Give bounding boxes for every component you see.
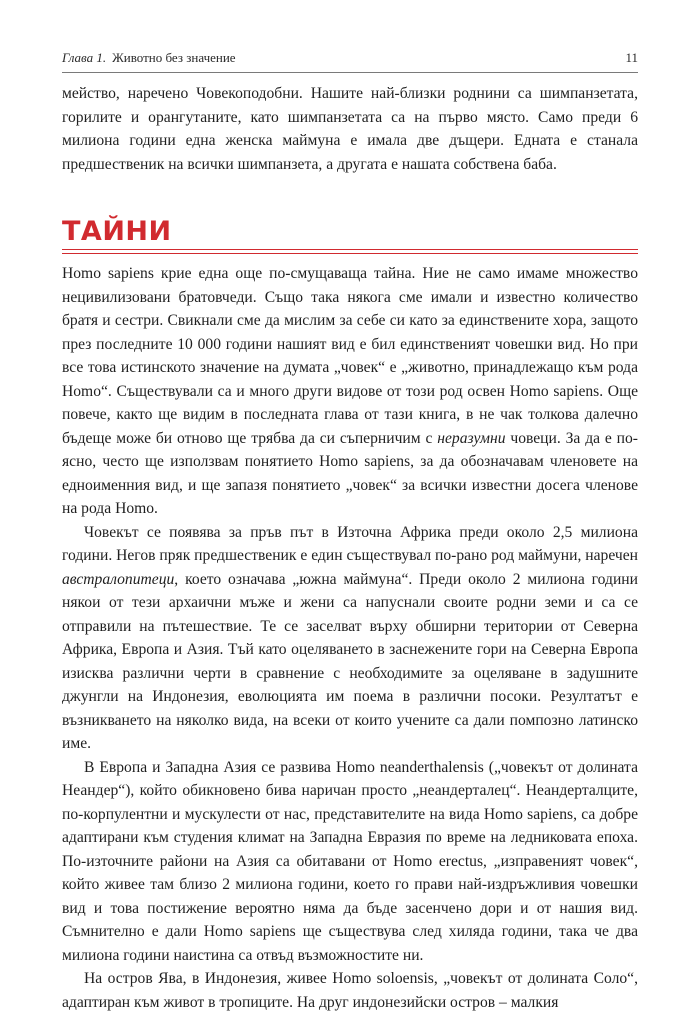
- paragraph-2-emphasis: австралопитеци: [62, 570, 175, 588]
- intro-text: [62, 82, 638, 176]
- chapter-number: Глава 1.: [62, 50, 107, 65]
- paragraph-2-part-b: , което означава „южна маймуна“. Преди около 2 милиона години някои от тези архаични мъже и жени са напуснали своите родни земи и са се отправили на пътешествие. Те се заселват върху обширни територии от Северна Африка, Европа и Азия. Тъй като оцеляването в заснежените гори на Северна Европа изисква различни черти в сравнение с необходимите за оцеляване в задушните джунгли на Индонезия, еволюцията им поема в различни посоки. Резултатът е възникването на няколко вида, на всеки от които учените са дали помпозно латинско име.: [62, 570, 638, 752]
- page-number: 11: [625, 50, 638, 65]
- running-header: [62, 50, 638, 66]
- paragraph-3: В Европа и Западна Азия се развива Homo neanderthalensis („човекът от долината Неандер“), който обикновено бива наричан просто „неандерталец“. Неандерталците, по-корпулентни и мускулести от нас, представителите на вида Homo sapiens, са добре адаптирани към студения климат на Западна Евразия по време на ледниковата епоха. По-източните райони на Азия са обитавани от Homo erectus, „изправеният човек“, който живее там близо 2 милиона години, което го прави най-издръжливия човешки вид и това постижение вероятно няма да бъде засенчено дори и от нашия вид. Съмнително е дали Homo sapiens ще съществува след хиляда години, така че два милиона години наистина са отвъд възможностите ни.: [62, 758, 638, 964]
- header-divider: [62, 72, 638, 73]
- chapter-label: [62, 50, 236, 66]
- paragraph-4: На остров Ява, в Индонезия, живее Homo soloensis, „човекът от долината Соло“, адаптиран към живот в тропиците. На друг индонезийски остров – малкия: [62, 970, 638, 1011]
- paragraph-1-part-a: Homo sapiens крие една още по-смущаваща тайна. Ние не само имаме множество нецивилизовани братовчеди. Също така някога сме имали и известно количество братя и сестри. Свикнали сме да мислим за себе си като за единствените хора, защото през последните 10 000 години нашият вид е бил единственият човешки вид. Но при все това истинското значение на думата „човек“ е „животно, принадлежащо към рода Homo“. Съществували са и много други видове от този род освен Homo sapiens. Още повече, както ще видим в последната глава от тази книга, в не чак толкова далечно бъдеще може би отново ще трябва да си съперничим с: [62, 265, 638, 447]
- paragraph-1-emphasis: неразумни: [437, 429, 506, 447]
- section-title-divider: [62, 249, 638, 254]
- section-body: [62, 262, 638, 1014]
- intro-paragraph: мейство, наречено Човекоподобни. Нашите най-близки роднини са шимпанзетата, горилите и орангутаните, като шимпанзетата са на първо място. Само преди 6 милиона години една женска маймуна е имала две дъщери. Едната е станала предшественик на всички шимпанзета, а другата е нашата собствена баба.: [62, 85, 638, 173]
- paragraph-2-part-a: Човекът се появява за пръв път в Източна Африка преди около 2,5 милиона години. Негов пряк предшественик е един съществувал по-рано род маймуни, наречен: [62, 523, 638, 564]
- section-title: ТАЙНИ: [62, 216, 172, 247]
- paragraph-1: [62, 262, 638, 521]
- paragraph-2: [62, 521, 638, 756]
- chapter-title: Животно без значение: [112, 50, 236, 65]
- paragraph-1-part-b: човеци. За да е по-ясно, често ще използвам понятието Homo sapiens, за да обозначавам членовете на едноименния вид, и ще запазя понятието „човек“ за всички известни досега членове на рода Homo.: [62, 429, 638, 517]
